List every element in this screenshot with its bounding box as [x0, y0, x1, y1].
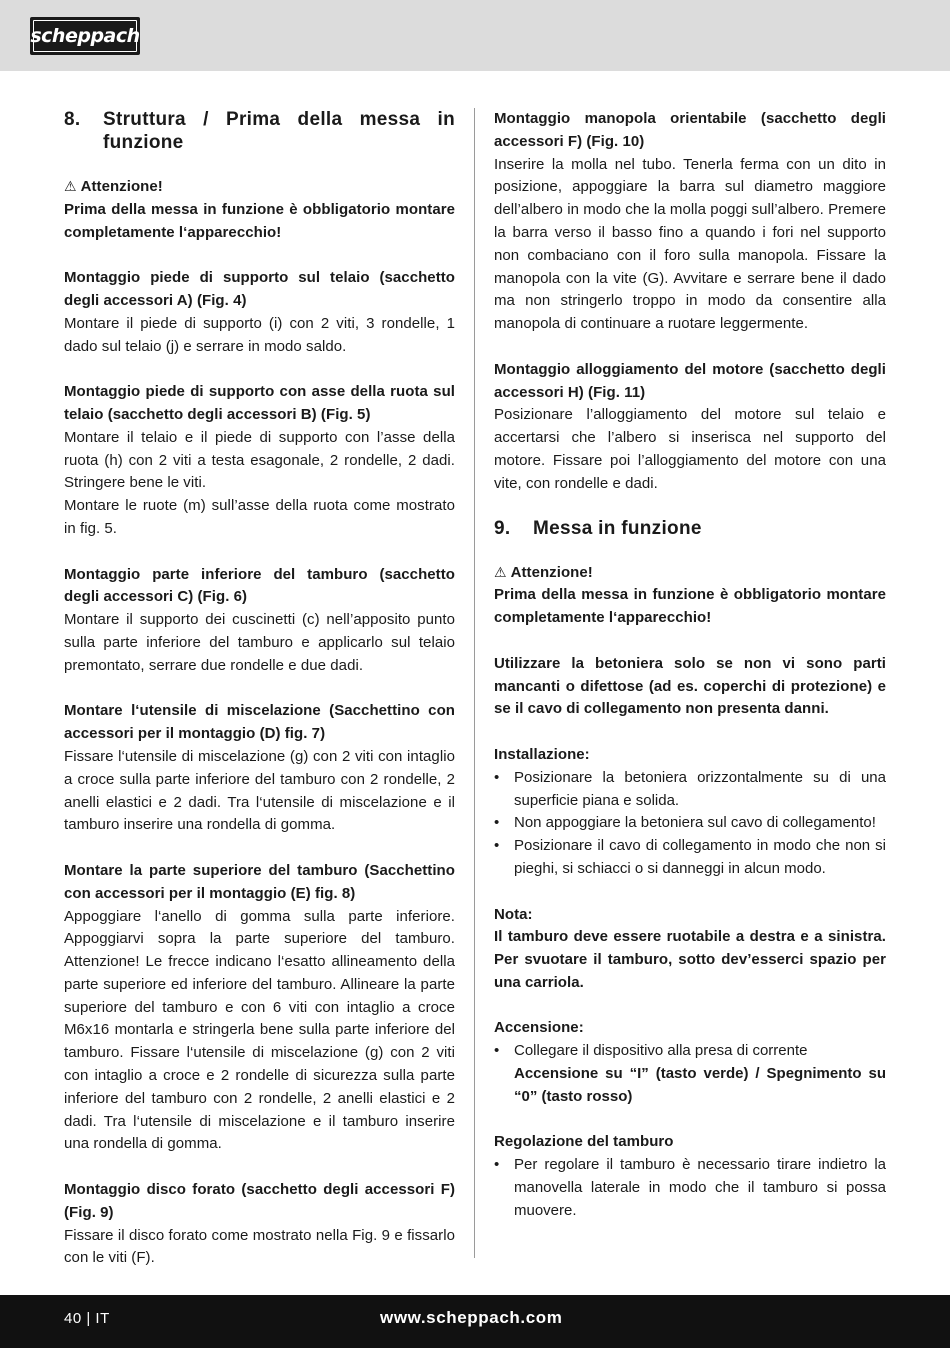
block-heading: Montaggio alloggiamento del motore (sacchetto degli accessori H) (Fig. 11) — [494, 360, 886, 401]
block-body: Appoggiare l‘anello di gomma sulla parte inferiore. Appoggiarvi sopra la parte superiore del tamburo. Attenzione! Le frecce indicano l‘esatto allineamento della parte superiore ed inferiore del tamburo. Allineare la parte superiore del tamburo e con 6 viti con intaglio a croce M6x16 montarla e stringerla bene sulla parte inferiore del tamburo. Fissare l‘utensile di miscelazione (g) con 2 viti con intaglio a croce e 2 rondelle di sicurezza sulla parte inferiore del tamburo con 2 rondelle, 2 anelli elastici e 2 dadi. Tra l‘utensile di miscelazione e il tamburo inserire una rondella di gomma. — [64, 907, 455, 1153]
power-heading: Accensione: — [494, 1019, 584, 1037]
block-body: Fissare il disco forato come mostrato nella Fig. 9 e fissarlo con le viti (F). — [64, 1226, 455, 1267]
page-header — [0, 0, 950, 71]
right-column — [494, 108, 886, 1223]
section-title-text: Struttura / Prima della messa in funzione — [103, 109, 455, 153]
list-item: • Posizionare il cavo di collegamento in modo che non si pieghi, si schiacci o si danneggi in alcun modo. — [494, 837, 886, 877]
block-heading: Montaggio parte inferiore del tamburo (sacchetto degli accessori C) (Fig. 6) — [64, 565, 455, 606]
section-8-title — [64, 108, 455, 154]
install-list — [494, 767, 886, 881]
section-title-text: Messa in funzione — [533, 517, 702, 539]
warning-text: Prima della messa in funzione è obbligatorio montare completamente l‘apparecchio! — [64, 200, 455, 241]
warning-icon: ⚠ — [494, 563, 507, 580]
block-heading: Montare la parte superiore del tamburo (Sacchettino con accessori per il montaggio (E) fig. 8) — [64, 861, 455, 902]
drum-list — [494, 1154, 886, 1222]
block-body: Inserire la molla nel tubo. Tenerla ferma con un dito in posizione, appoggiare la barra sul diametro maggiore dell’albero in modo che la molla poggi sull’albero. Premere la barra verso il basso fino a quando i fori nel supporto non combaciano con il foro sulla manopola. Fissare la manopola con la vite (G). Avvitare e serrare bene il dado ma non stringerlo troppo in modo da consentire alla manopola di continuare a ruotare leggermente. — [494, 155, 886, 333]
list-item: • Per regolare il tamburo è necessario tirare indietro la manovella laterale in modo che il tamburo si possa muovere. — [494, 1156, 886, 1219]
warning-text: Prima della messa in funzione è obbligatorio montare completamente l‘apparecchio! — [494, 586, 886, 627]
list-item: • Posizionare la betoniera orizzontalmente su di una superficie piana e solida. — [494, 768, 886, 809]
block-heading: Montare l‘utensile di miscelazione (Sacchettino con accessori per il montaggio (D) fig. 7) — [64, 702, 455, 743]
section-number: 9. — [494, 517, 511, 539]
block-body: Montare il telaio e il piede di supporto con l’asse della ruota (h) con 2 viti a testa esagonale, 2 rondelle, 2 dadi. Stringere bene le viti. — [64, 428, 455, 492]
scheppach-logo — [30, 17, 140, 55]
section-9-title — [494, 517, 886, 540]
warning-heading: ⚠ Attenzione! — [494, 561, 886, 585]
column-divider — [474, 108, 475, 1258]
list-item: • Non appoggiare la betoniera sul cavo di collegamento! — [494, 814, 876, 832]
block-body: Montare il piede di supporto (i) con 2 viti, 3 rondelle, 1 dado sul telaio (j) e serrare in modo saldo. — [64, 314, 455, 355]
install-heading: Installazione: — [494, 745, 590, 763]
block-heading: Montaggio manopola orientabile (sacchetto degli accessori F) (Fig. 10) — [494, 110, 886, 150]
warning-heading: ⚠ Attenzione! — [64, 175, 455, 199]
website-link[interactable]: www.scheppach.com — [380, 1308, 563, 1327]
block-body: Fissare l‘utensile di miscelazione (g) con 2 viti con intaglio a croce sulla parte inferiore del tamburo con 2 rondelle, 2 anelli elastici e 2 dadi. Tra l‘utensile di miscelazione e il tamburo inserire una rondella di gomma. — [64, 747, 455, 834]
power-list — [494, 1040, 886, 1108]
block-heading: Montaggio piede di supporto con asse della ruota sul telaio (sacchetto degli accessori B) (Fig. 5) — [64, 383, 455, 423]
page-number: 40 | IT — [64, 1310, 110, 1327]
logo-text: scheppach — [30, 25, 140, 47]
usage-warning: Utilizzare la betoniera solo se non vi sono parti mancanti o difettose (ad es. coperchi di protezione) e se il cavo di collegamento non presenta danni. — [494, 654, 886, 718]
warning-icon: ⚠ — [64, 178, 77, 194]
drum-heading: Regolazione del tamburo — [494, 1133, 674, 1151]
block-body: Posizionare l’alloggiamento del motore sul telaio e accertarsi che l’albero si inserisca nel supporto del motore. Fissare poi l’alloggiamento del motore con una vite, con rondelle e dadi. — [494, 406, 886, 492]
block-heading: Montaggio disco forato (sacchetto degli accessori F) (Fig. 9) — [64, 1181, 455, 1221]
block-heading: Montaggio piede di supporto sul telaio (sacchetto degli accessori A) (Fig. 4) — [64, 269, 455, 309]
block-body: Montare le ruote (m) sull’asse della ruota come mostrato in fig. 5. — [64, 497, 455, 537]
left-column — [64, 108, 455, 1270]
logo-frame — [30, 20, 140, 52]
section-number: 8. — [64, 109, 81, 130]
note-text: Il tamburo deve essere ruotabile a destra e a sinistra. Per svuotare il tamburo, sotto dev’esserci spazio per una carriola. — [494, 928, 886, 991]
block-body: Montare il supporto dei cuscinetti (c) nell’apposito punto sulla parte inferiore del tamburo e applicarlo sul telaio premontato, serrare due rondelle e due dadi. — [64, 611, 455, 674]
note-heading: Nota: — [494, 905, 533, 923]
page-footer — [0, 1295, 950, 1348]
list-item: • Collegare il dispositivo alla presa di corrente Accensione su “I” (tasto verde) / Spegnimento su “0” (tasto rosso) — [494, 1042, 886, 1105]
